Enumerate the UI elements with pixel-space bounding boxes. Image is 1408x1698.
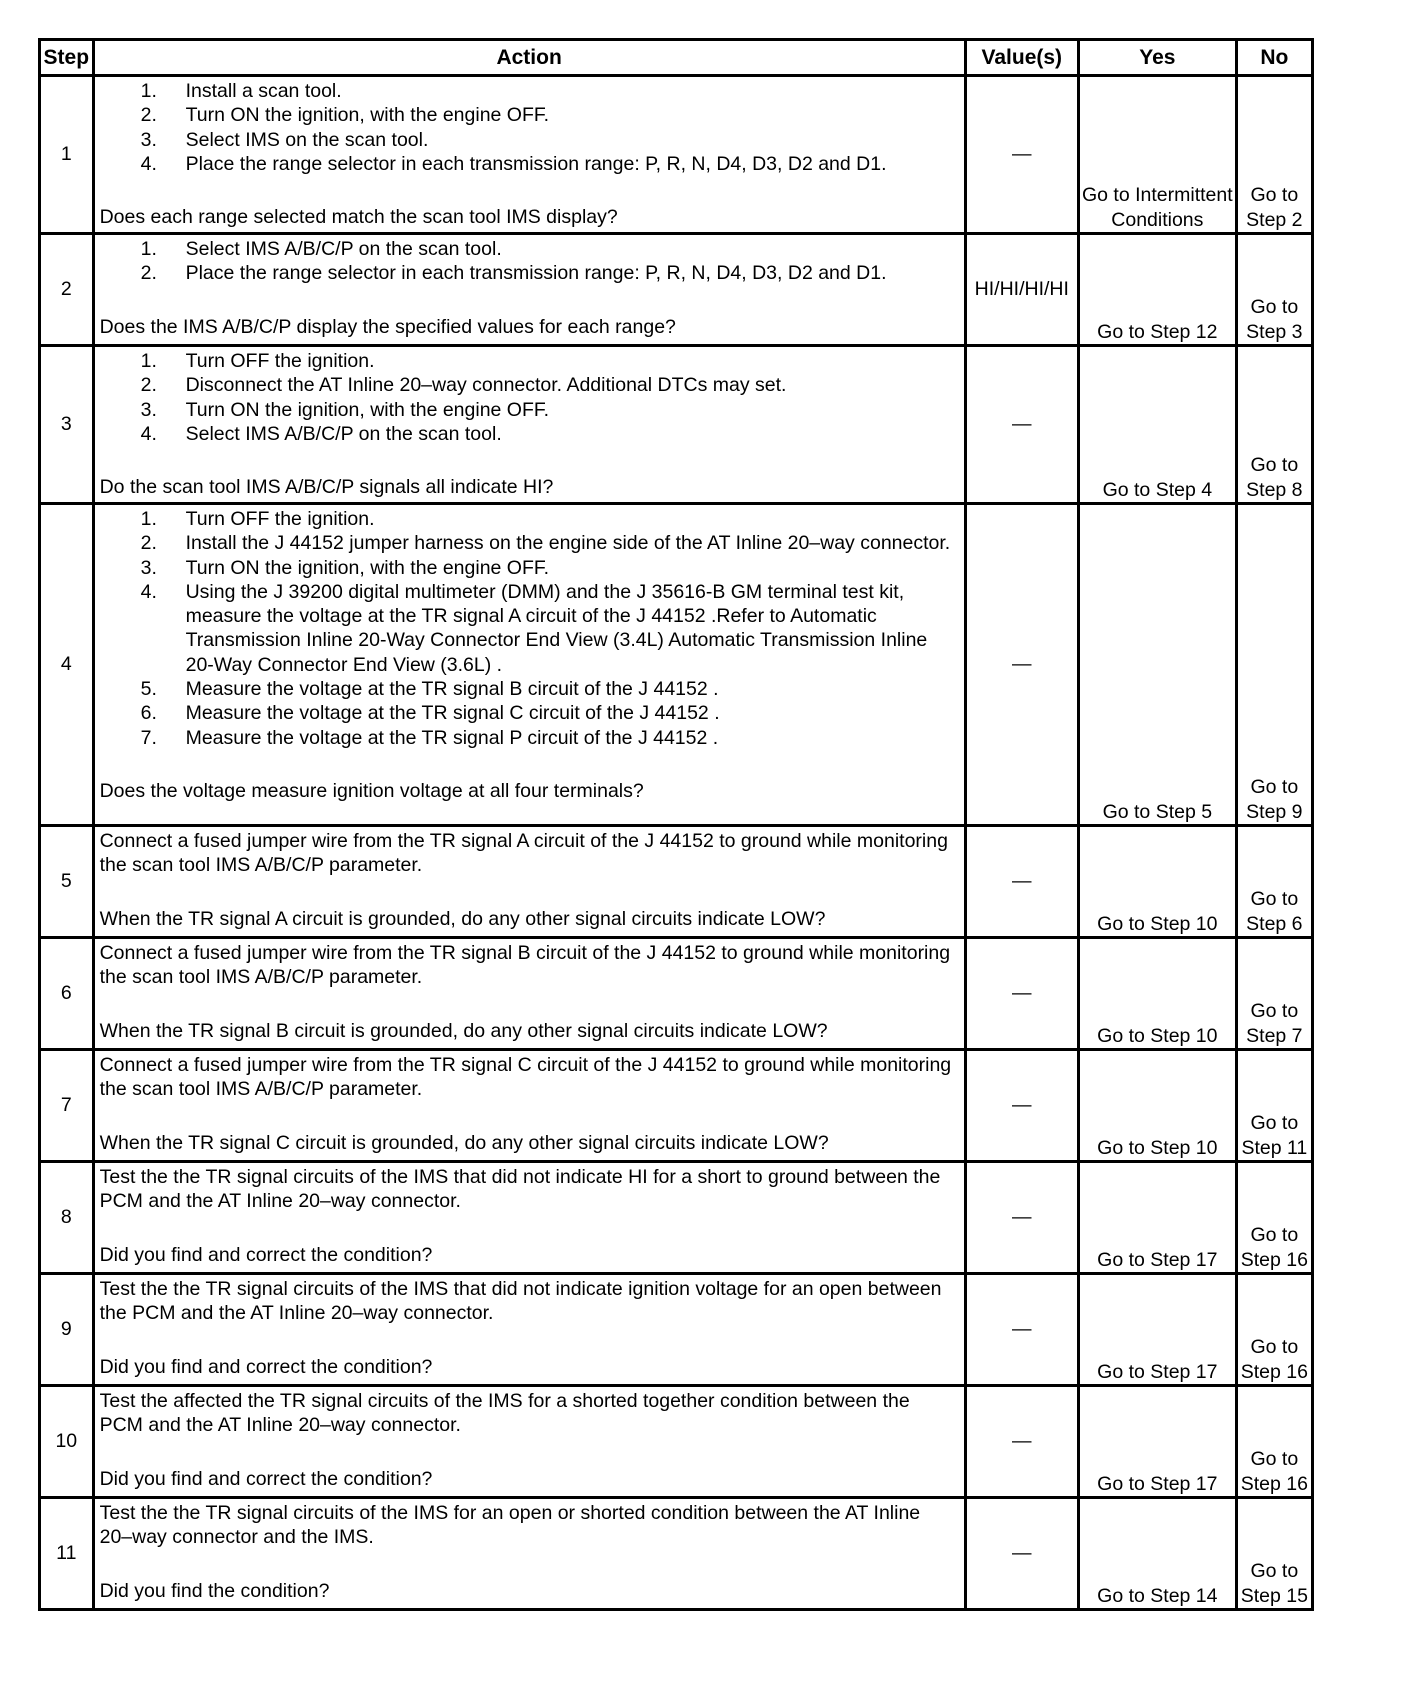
action-text: Test the affected the TR signal circuits of the IMS for a shorted together condition between the PCM and the AT Inline 20–way connector.: [99, 1390, 910, 1437]
yes-goto: Go to Step 12: [1078, 234, 1236, 346]
action-cell: [93, 938, 965, 1050]
step-number: 10: [40, 1386, 94, 1498]
action-step-number: 4.: [140, 152, 157, 175]
action-step-text: Turn ON the ignition, with the engine OFF.: [185, 556, 550, 579]
action-step-number: 3.: [140, 556, 157, 579]
action-question: Does the IMS A/B/C/P display the specified values for each range?: [99, 315, 676, 338]
no-goto: Go to Step 16: [1236, 1386, 1312, 1498]
header-values: Value(s): [965, 40, 1078, 76]
action-step-text: Select IMS A/B/C/P on the scan tool.: [185, 422, 502, 445]
action-step-number: 3.: [140, 128, 157, 151]
value-cell: —: [965, 1498, 1078, 1610]
action-cell: [93, 1162, 965, 1274]
action-step-text: Turn ON the ignition, with the engine OFF.: [185, 104, 550, 127]
action-step-text: Turn OFF the ignition.: [185, 350, 375, 372]
value-cell: —: [965, 938, 1078, 1050]
diagnostic-table: [38, 38, 1314, 1611]
action-step: [100, 79, 958, 103]
no-goto: Go to Step 11: [1236, 1050, 1312, 1162]
action-step-number: 4.: [140, 422, 157, 445]
no-goto: Go to Step 2: [1236, 76, 1312, 234]
action-step-text: Place the range selector in each transmission range: P, R, N, D4, D3, D2 and D1.: [185, 262, 887, 285]
action-step-text: Measure the voltage at the TR signal C circuit of the J 44152 .: [185, 702, 720, 725]
action-text: Connect a fused jumper wire from the TR signal A circuit of the J 44152 to ground while monitoring the scan tool IMS A/B/C/P parameter.: [99, 830, 948, 877]
no-goto: Go to Step 6: [1236, 826, 1312, 938]
table-row: [40, 346, 1313, 504]
value-cell: —: [965, 346, 1078, 504]
action-text: Connect a fused jumper wire from the TR signal C circuit of the J 44152 to ground while monitoring the scan tool IMS A/B/C/P parameter.: [99, 1054, 952, 1101]
action-step: [100, 507, 958, 531]
action-step: [100, 398, 958, 422]
action-text: Connect a fused jumper wire from the TR signal B circuit of the J 44152 to ground while monitoring the scan tool IMS A/B/C/P parameter.: [99, 942, 951, 989]
action-step-text: Place the range selector in each transmission range: P, R, N, D4, D3, D2 and D1.: [185, 152, 887, 175]
value-cell: HI/HI/HI/HI: [965, 234, 1078, 346]
action-step: [100, 261, 958, 285]
action-step-list: [100, 349, 958, 446]
action-step-list: [100, 237, 958, 286]
value-cell: —: [965, 826, 1078, 938]
action-step-text: Install the J 44152 jumper harness on the engine side of the AT Inline 20–way connector.: [185, 532, 951, 555]
table-row: [40, 76, 1313, 234]
action-step-number: 3.: [140, 398, 157, 421]
yes-goto: Go to Intermittent Conditions: [1078, 76, 1236, 234]
no-goto: Go to Step 3: [1236, 234, 1312, 346]
action-step: [100, 349, 958, 373]
action-step: [100, 103, 958, 127]
header-action: Action: [93, 40, 965, 76]
no-goto: Go to Step 7: [1236, 938, 1312, 1050]
table-row: [40, 1386, 1313, 1498]
yes-goto: Go to Step 10: [1078, 938, 1236, 1050]
no-goto: Go to Step 15: [1236, 1498, 1312, 1610]
table-row: [40, 826, 1313, 938]
step-number: 1: [40, 76, 94, 234]
table-row: [40, 1274, 1313, 1386]
action-step-number: 1.: [140, 350, 157, 372]
table-row: [40, 938, 1313, 1050]
action-question: Did you find and correct the condition?: [99, 1467, 433, 1490]
no-goto: Go to Step 16: [1236, 1162, 1312, 1274]
action-question: Does the voltage measure ignition voltage at all four terminals?: [99, 779, 644, 802]
action-step-text: Select IMS A/B/C/P on the scan tool.: [185, 238, 502, 260]
action-step-number: 1.: [140, 80, 157, 102]
no-goto: Go to Step 9: [1236, 504, 1312, 826]
step-number: 8: [40, 1162, 94, 1274]
action-step-number: 1.: [140, 508, 157, 530]
step-number: 9: [40, 1274, 94, 1386]
yes-goto: Go to Step 10: [1078, 1050, 1236, 1162]
step-number: 5: [40, 826, 94, 938]
header-step: Step: [40, 40, 94, 76]
step-number: 11: [40, 1498, 94, 1610]
step-number: 2: [40, 234, 94, 346]
yes-goto: Go to Step 17: [1078, 1274, 1236, 1386]
yes-goto: Go to Step 4: [1078, 346, 1236, 504]
table-body: [40, 76, 1313, 1610]
table-row: [40, 1050, 1313, 1162]
action-step: [100, 128, 958, 152]
action-question: When the TR signal C circuit is grounded, do any other signal circuits indicate LOW?: [99, 1131, 829, 1154]
value-cell: —: [965, 1386, 1078, 1498]
value-cell: —: [965, 1050, 1078, 1162]
action-step: [100, 531, 958, 555]
table-row: [40, 1498, 1313, 1610]
action-question: Did you find the condition?: [99, 1579, 330, 1602]
action-step-number: 7.: [140, 726, 157, 749]
action-cell: [93, 1498, 965, 1610]
action-question: Do the scan tool IMS A/B/C/P signals all indicate HI?: [99, 476, 554, 499]
action-step-number: 4.: [140, 580, 157, 603]
action-step: [100, 422, 958, 446]
value-cell: —: [965, 76, 1078, 234]
action-step: [100, 237, 958, 261]
action-cell: [93, 1050, 965, 1162]
action-step-number: 5.: [140, 678, 157, 701]
action-text: Test the the TR signal circuits of the IMS for an open or shorted condition between the AT Inline 20–way connector and the IMS.: [99, 1502, 921, 1549]
action-cell: [93, 826, 965, 938]
yes-goto: Go to Step 17: [1078, 1386, 1236, 1498]
action-step-text: Disconnect the AT Inline 20–way connector. Additional DTCs may set.: [185, 374, 787, 397]
no-goto: Go to Step 16: [1236, 1274, 1312, 1386]
action-cell: [93, 234, 965, 346]
step-number: 6: [40, 938, 94, 1050]
yes-goto: Go to Step 14: [1078, 1498, 1236, 1610]
action-step-text: Select IMS on the scan tool.: [185, 128, 429, 151]
table-row: [40, 1162, 1313, 1274]
action-step: [100, 726, 958, 750]
no-goto: Go to Step 8: [1236, 346, 1312, 504]
value-cell: —: [965, 1274, 1078, 1386]
action-step-number: 2.: [140, 532, 157, 555]
action-step-text: Turn ON the ignition, with the engine OFF.: [185, 398, 550, 421]
action-text: Test the the TR signal circuits of the IMS that did not indicate ignition voltage for an open between the PCM and the AT Inline 20–way connector.: [99, 1278, 942, 1325]
action-step: [100, 677, 958, 701]
step-number: 3: [40, 346, 94, 504]
yes-goto: Go to Step 5: [1078, 504, 1236, 826]
action-step: [100, 152, 958, 176]
action-text: Test the the TR signal circuits of the IMS that did not indicate HI for a short to ground between the PCM and the AT Inline 20–way connector.: [99, 1166, 941, 1213]
action-step-number: 6.: [140, 702, 157, 725]
value-cell: —: [965, 1162, 1078, 1274]
yes-goto: Go to Step 10: [1078, 826, 1236, 938]
action-step-number: 1.: [140, 238, 157, 260]
action-step: [100, 580, 958, 677]
action-question: Did you find and correct the condition?: [99, 1243, 433, 1266]
action-step: [100, 556, 958, 580]
header-yes: Yes: [1078, 40, 1236, 76]
step-number: 4: [40, 504, 94, 826]
action-step-list: [100, 507, 958, 750]
table-row: [40, 234, 1313, 346]
action-step-text: Measure the voltage at the TR signal B circuit of the J 44152 .: [185, 678, 719, 701]
action-step-number: 2.: [140, 262, 157, 285]
action-cell: [93, 1386, 965, 1498]
action-question: Does each range selected match the scan tool IMS display?: [99, 206, 618, 229]
action-question: Did you find and correct the condition?: [99, 1355, 433, 1378]
action-question: When the TR signal A circuit is grounded, do any other signal circuits indicate LOW?: [99, 907, 826, 930]
action-cell: [93, 346, 965, 504]
step-number: 7: [40, 1050, 94, 1162]
table-row: [40, 504, 1313, 826]
action-step-text: Using the J 39200 digital multimeter (DMM) and the J 35616-B GM terminal test kit, measure the voltage at the TR signal A circuit of the J 44152 .Refer to Automatic Transmission Inline 20-Way Connector End View (3.4L) Automatic Transmission Inline 20-Way Connector End View (3.6L) .: [185, 580, 928, 676]
header-no: No: [1236, 40, 1312, 76]
action-step-text: Install a scan tool.: [185, 80, 342, 102]
action-cell: [93, 504, 965, 826]
action-step-number: 2.: [140, 374, 157, 397]
action-step-text: Turn OFF the ignition.: [185, 508, 375, 530]
action-question: When the TR signal B circuit is grounded, do any other signal circuits indicate LOW?: [99, 1019, 828, 1042]
action-step: [100, 701, 958, 725]
yes-goto: Go to Step 17: [1078, 1162, 1236, 1274]
action-step: [100, 373, 958, 397]
action-cell: [93, 1274, 965, 1386]
action-cell: [93, 76, 965, 234]
value-cell: —: [965, 504, 1078, 826]
action-step-number: 2.: [140, 104, 157, 127]
table-header-row: [40, 40, 1313, 76]
action-step-list: [100, 79, 958, 176]
action-step-text: Measure the voltage at the TR signal P circuit of the J 44152 .: [185, 726, 719, 749]
